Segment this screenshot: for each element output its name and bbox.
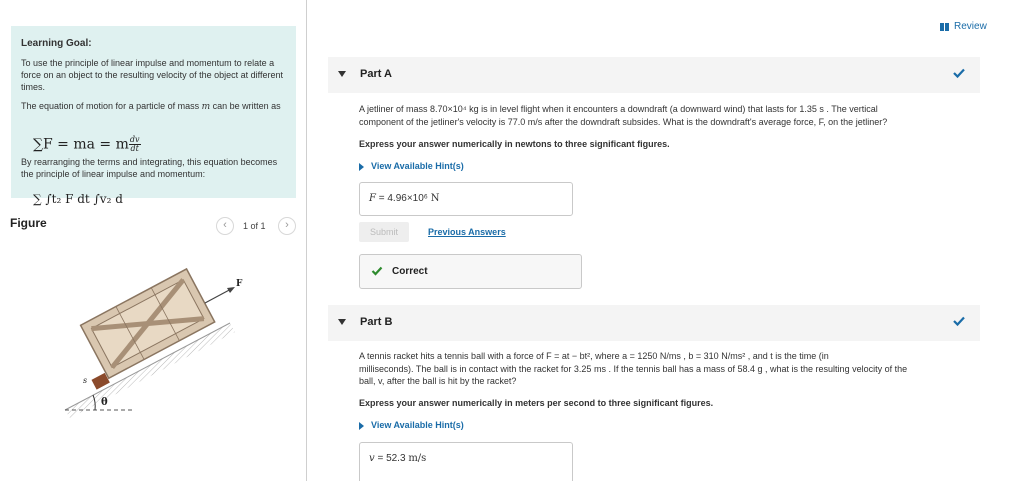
part-a-header[interactable] — [328, 57, 980, 93]
theta-label: θ — [101, 397, 108, 408]
answer-value: 4.96×10⁶ — [387, 193, 428, 204]
figure-label: Figure — [10, 216, 47, 230]
part-b-answer: v = 52.3 m/s — [369, 453, 427, 464]
part-b-question-line3: ball, v, after the ball is hit by the racket? — [359, 376, 517, 386]
answer-unit: N — [430, 193, 440, 204]
checkmark-icon — [952, 67, 966, 79]
learning-goal-text: To use the principle of linear impulse and momentum to relate a force on an object to the resulting velocity of the object at different times. — [21, 58, 283, 92]
equation-intro-text — [21, 100, 283, 113]
part-b-question — [359, 350, 979, 388]
previous-answers-link[interactable]: Previous Answers — [428, 227, 506, 237]
checkmark-icon — [952, 315, 966, 327]
submit-button[interactable]: Submit — [359, 222, 409, 242]
part-a-question-line2: component of the jetliner's velocity is 77.0 m/s after the downdraft subsides. What is the downdraft's average force, F, on the jetliner? — [359, 116, 888, 127]
part-b-question-line1: A tennis racket hits a tennis ball with a force of F = at − bt², where a = 1250 N/ms , b = 310 N/ms² , and t is the time (in — [359, 351, 829, 361]
chevron-left-icon: ‹ — [223, 219, 227, 231]
review-label: Review — [954, 21, 987, 32]
part-a-instruction: Express your answer numerically in newtons to three significant figures. — [359, 139, 670, 149]
equation-of-motion — [33, 136, 141, 153]
part-a-title: Part A — [360, 68, 392, 80]
answer-value: 52.3 — [386, 453, 406, 464]
part-b-header[interactable] — [328, 305, 980, 341]
left-panel — [0, 0, 305, 481]
part-b-title: Part B — [360, 316, 393, 328]
collapse-arrow-icon — [338, 319, 346, 325]
answer-unit: m/s — [408, 453, 427, 464]
part-b-answer-field[interactable] — [359, 442, 573, 481]
correct-text: Correct — [392, 266, 428, 277]
frac-num: dv — [129, 135, 140, 144]
column-divider — [306, 0, 307, 481]
part-b-question-line2: milliseconds). The ball is in contact with the racket for 3.25 ms . If the tennis ball has a mass of 58.4 g , what is the resulting velocity of the — [359, 363, 908, 374]
correct-feedback-box — [359, 254, 582, 289]
part-a-question — [359, 103, 979, 128]
review-link[interactable] — [940, 21, 987, 32]
part-a-hint-label: View Available Hint(s) — [371, 161, 464, 171]
equation-intro-post: can be written as — [210, 101, 281, 111]
book-icon — [940, 23, 950, 31]
next-figure-button[interactable] — [278, 217, 296, 235]
expand-triangle-icon — [359, 163, 364, 171]
part-b-hint-link[interactable] — [359, 420, 464, 430]
figure-pager: 1 of 1 — [243, 221, 266, 231]
mass-var: m — [201, 102, 211, 112]
impulse-equation-cut: ∑ ∫t₂ F dt ∫v₂ d — [33, 192, 123, 206]
part-a-hint-link[interactable] — [359, 161, 464, 171]
part-a-question-line1: A jetliner of mass 8.70×10⁴ kg is in level flight when it encounters a downdraft (a downward wind) that lasts for 1.35 s . The vertical — [359, 104, 878, 114]
equation-intro-pre: The equation of motion for a particle of mass — [21, 101, 202, 111]
prev-figure-button[interactable] — [216, 217, 234, 235]
collapse-arrow-icon — [338, 71, 346, 77]
answer-variable: v — [369, 453, 375, 464]
part-b-hint-label: View Available Hint(s) — [371, 420, 464, 430]
part-a-answer: F = 4.96×10⁶ N — [369, 193, 440, 204]
impulse-intro-text: By rearranging the terms and integrating, this equation becomes the principle of linear impulse and momentum: — [21, 157, 278, 179]
frac-den: dt — [130, 144, 139, 153]
s-label: s — [83, 376, 88, 385]
chevron-right-icon: › — [285, 219, 289, 231]
part-a-answer-field[interactable] — [359, 182, 573, 216]
crate — [81, 269, 215, 378]
learning-goal-title: Learning Goal: — [21, 38, 92, 49]
answer-variable: F — [369, 193, 376, 204]
equation-left: ∑F = ma = m — [33, 136, 129, 153]
force-label: F — [236, 279, 243, 289]
crate-on-incline-figure — [55, 268, 255, 418]
learning-goal-box — [11, 26, 296, 206]
part-b-instruction: Express your answer numerically in meters per second to three significant figures. — [359, 398, 714, 408]
correct-check-icon — [371, 266, 383, 276]
expand-triangle-icon — [359, 422, 364, 430]
derivative-fraction — [129, 136, 141, 153]
